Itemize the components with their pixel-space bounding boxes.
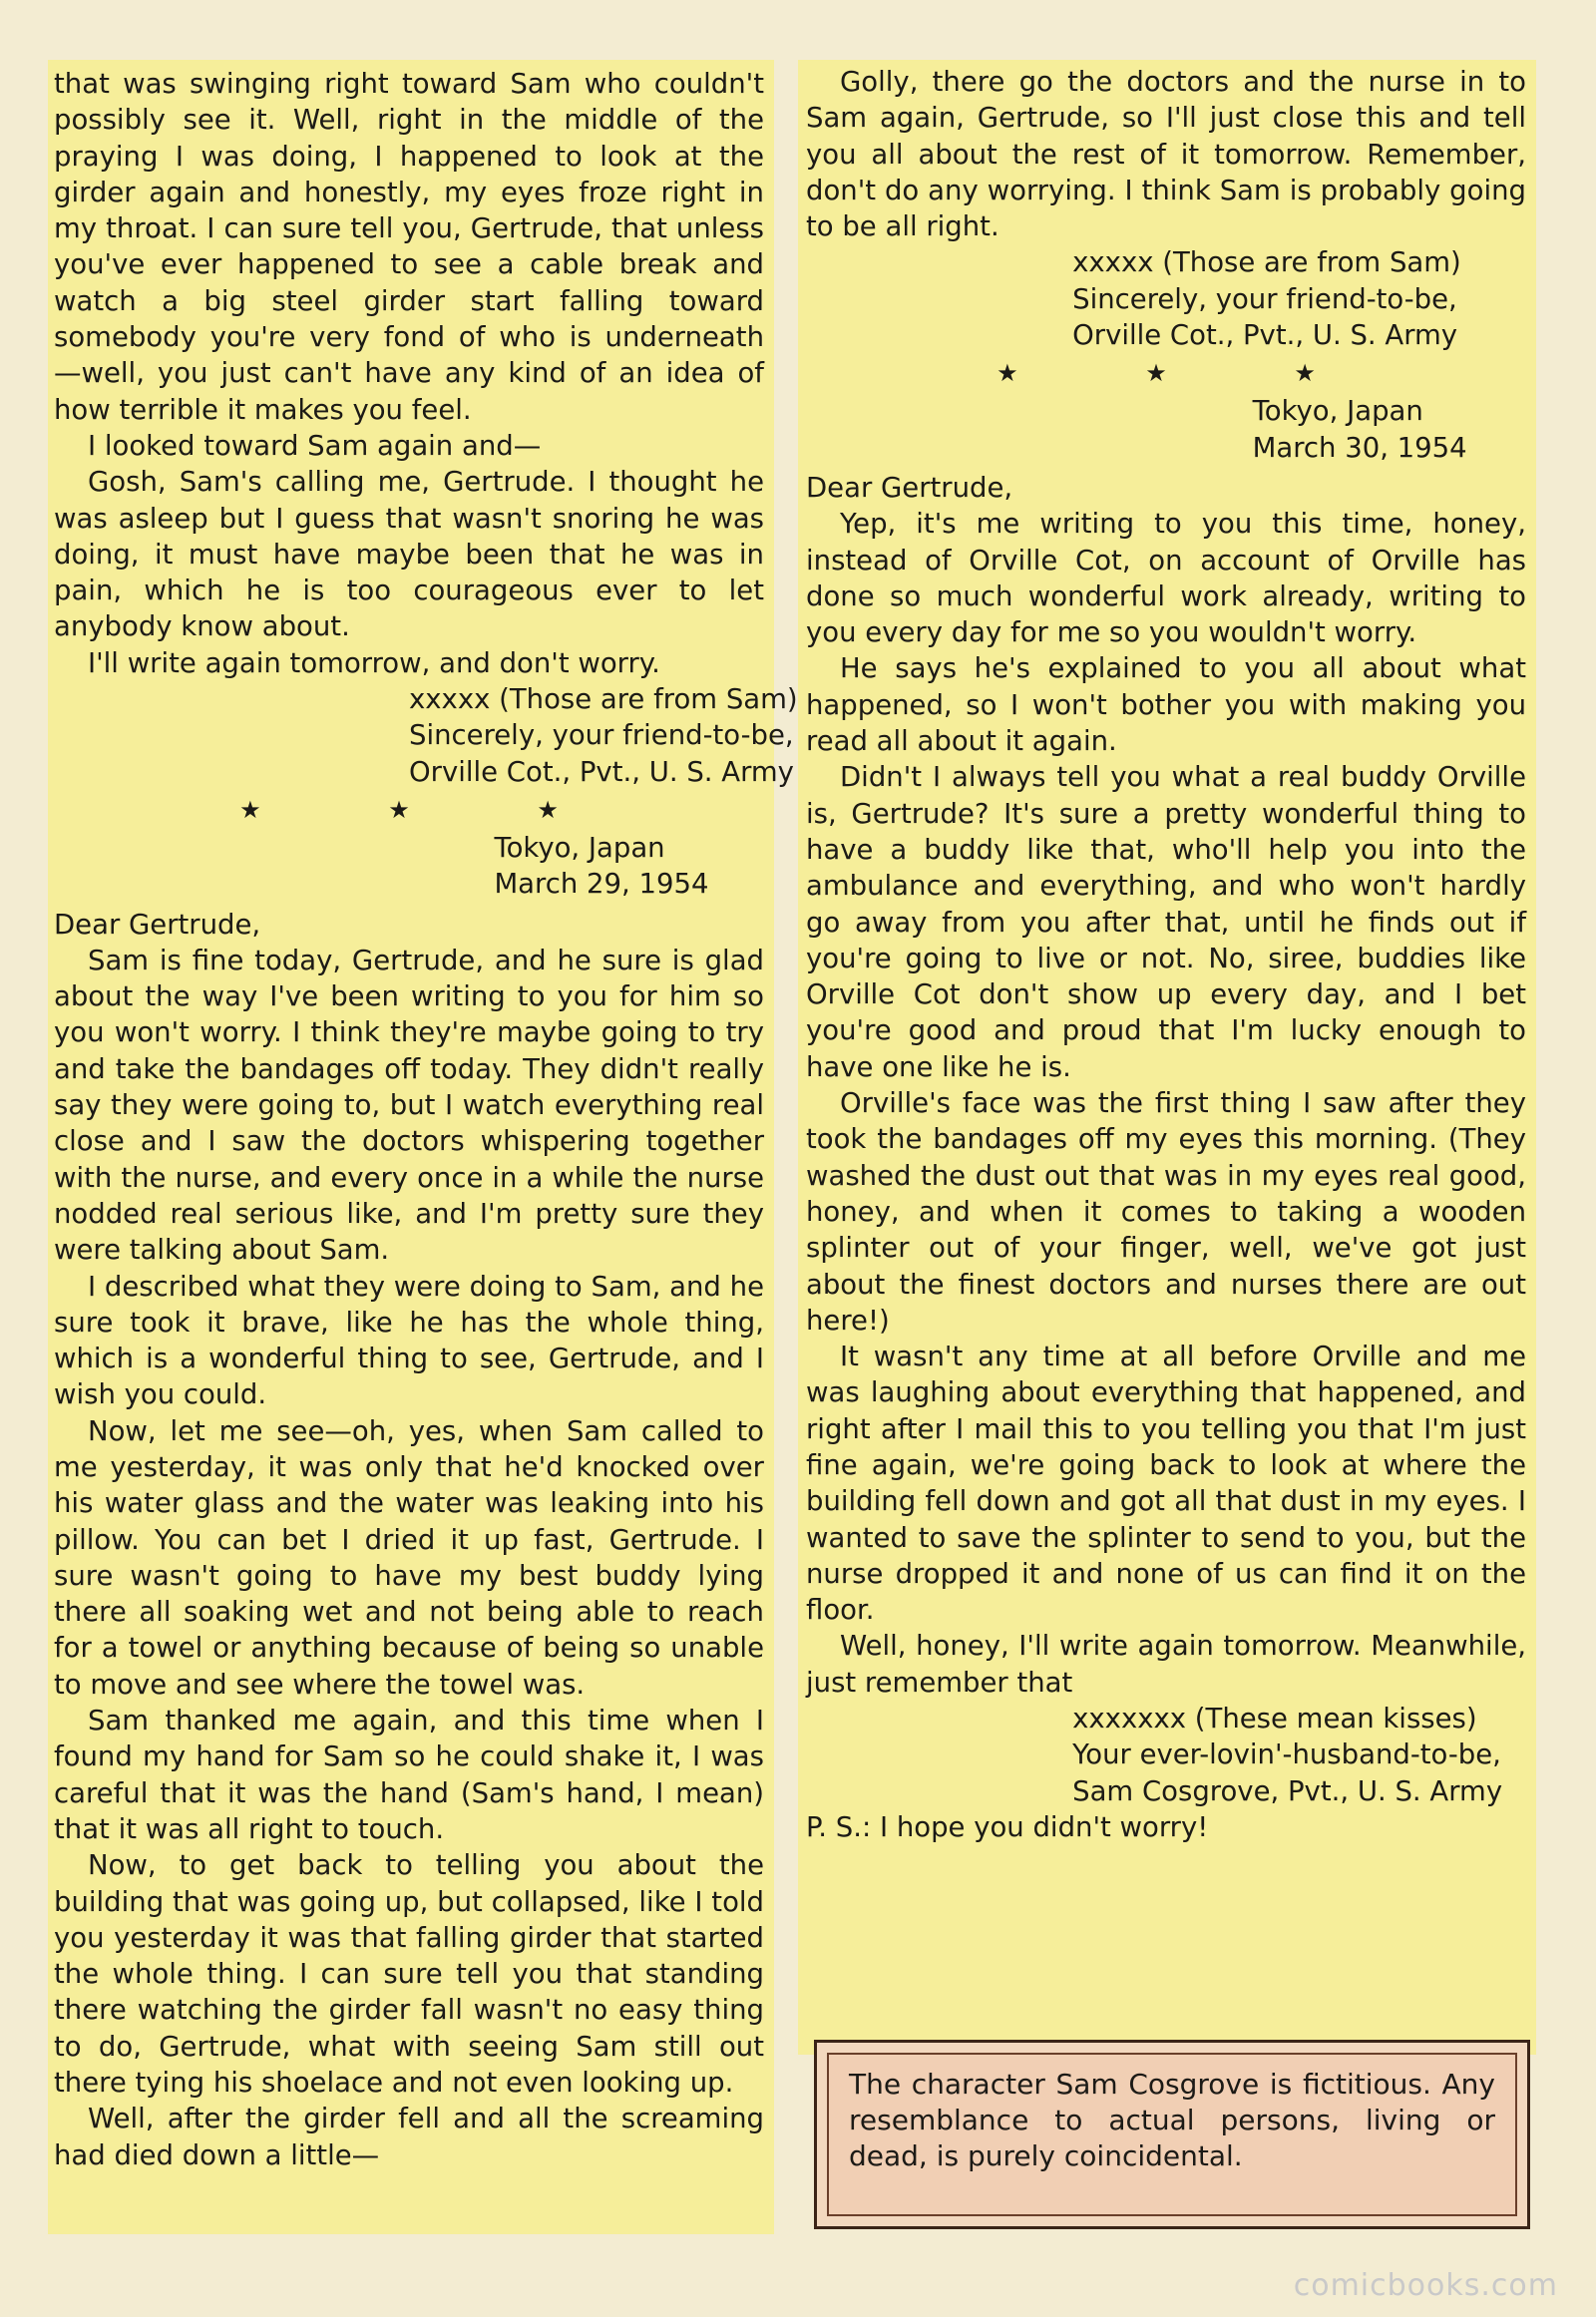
disclaimer-box: [814, 2040, 1530, 2229]
signature-line: Sam Cosgrove, Pvt., U. S. Army: [1072, 1774, 1503, 1807]
letter-paragraph: It wasn't any time at all before Orville and me was laughing about everything that happened, and right after I mail this to you telling you that I'm just fine again, we're going back to look at where the building fell down and got all that dust in my eyes. I wanted to save the splinter to send to you, but the nurse dropped it and none of us can find it on the floor.: [806, 1341, 1526, 1627]
letter-paragraph: Yep, it's me writing to you this time, honey, instead of Orville Cot, on account of Orville has done so much wonderful work already, writing to you every day for me so you wouldn't worry.: [806, 508, 1526, 649]
signature-block: [1072, 1701, 1526, 1809]
dateline-place: Tokyo, Japan: [494, 831, 665, 864]
letter-paragraph: that was swinging right toward Sam who couldn't possibly see it. Well, right in the middle of the praying I was doing, I happened to look at the girder again and honestly, my eyes froze right in my throat. I can sure tell you, Gertrude, that unless you've ever happened to see a cable break and watch a big steel girder start falling toward somebody you're very fond of who is underneath —well, you just can't have any kind of an idea of how terrible it makes you feel.: [54, 68, 764, 426]
dateline: [494, 830, 764, 903]
signature-line: xxxxx (Those are from Sam): [409, 683, 798, 716]
letter-paragraph: Well, after the girder fell and all the screaming had died down a little—: [54, 2103, 764, 2171]
right-text-column: [798, 60, 1536, 2055]
disclaimer-text: The character Sam Cosgrove is fictitious. Any resemblance to actual persons, living or dead, is purely coincidental.: [827, 2053, 1517, 2216]
letter-paragraph: I described what they were doing to Sam, and he sure took it brave, like he has the whole thing, which is a wonderful thing to see, Gertrude, and I wish you could.: [54, 1270, 764, 1411]
signature-line: Orville Cot., Pvt., U. S. Army: [409, 755, 794, 788]
letter-paragraph: Golly, there go the doctors and the nurse in to Sam again, Gertrude, so I'll just close this and tell you all about the rest of it tomorrow. Remember, don't do any worrying. I think Sam is probably going to be all right.: [806, 66, 1526, 243]
letter-paragraph: I looked toward Sam again and—: [88, 429, 542, 462]
letter-paragraph: Now, let me see—oh, yes, when Sam called to me yesterday, it was only that he'd knocked over his water glass and the water was leaking into his pillow. You can bet I dried it up fast, Gertrude. I sure wasn't going to have my best buddy lying there all soaking wet and not being able to reach for a towel or anything because of being so unable to move and see where the towel was.: [54, 1414, 764, 1701]
signature-block: [1072, 244, 1526, 353]
letter-paragraph: Didn't I always tell you what a real buddy Orville is, Gertrude? It's sure a pretty wonderful thing to have a buddy like that, who'll help you into the ambulance and everything, and who won't hardly go away from you after that, until he finds out if you're going to live or not. No, siree, buddies like Orville Cot don't show up every day, and I bet you're good and proud that I'm lucky enough to have one like he is.: [806, 761, 1526, 1083]
letter-paragraph: Well, honey, I'll write again tomorrow. Meanwhile, just remember that: [806, 1630, 1526, 1699]
letter-paragraph: Orville's face was the first thing I saw after they took the bandages off my eyes this morning. (They washed the dust out that was in my eyes real good, honey, and when it comes to taking a wooden splinter out of your finger, well, we've got just about the finest doctors and nurses there are out here!): [806, 1087, 1526, 1337]
dateline: [1253, 393, 1526, 466]
signature-line: xxxxxxx (These mean kisses): [1072, 1703, 1477, 1736]
letter-paragraph: Sam is fine today, Gertrude, and he sure is glad about the way I've been writing to you for him so you won't worry. I think they're maybe going to try and take the bandages off today. They didn't really say they were going to, but I watch everything real close and I saw the doctors whispering together with the nurse, and every once in a while the nurse nodded real serious like, and I'm pretty sure they were talking about Sam.: [54, 944, 764, 1267]
letter-paragraph: Gosh, Sam's calling me, Gertrude. I thought he was asleep but I guess that wasn't snoring he was doing, it must have maybe been that he was in pain, which he is too courageous ever to let anybody know about.: [54, 466, 764, 643]
watermark: comicbooks.com: [1293, 2268, 1558, 2303]
section-stars: ★ ★ ★: [997, 359, 1376, 388]
dateline-place: Tokyo, Japan: [1252, 395, 1423, 428]
signature-line: Your ever-lovin'-husband-to-be,: [1072, 1738, 1501, 1771]
signature-block: [409, 681, 798, 790]
salutation: Dear Gertrude,: [806, 471, 1013, 504]
letter-paragraph: He says he's explained to you all about what happened, so I won't bother you with making you read all about it again.: [806, 652, 1526, 758]
section-stars: ★ ★ ★: [239, 795, 618, 824]
letter-paragraph: Sam thanked me again, and this time when I found my hand for Sam so he could shake it, I was careful that it was the hand (Sam's hand, I mean) that it was all right to touch.: [54, 1705, 764, 1845]
dateline-date: March 29, 1954: [494, 868, 709, 901]
signature-line: Orville Cot., Pvt., U. S. Army: [1072, 319, 1458, 352]
letter-paragraph: Now, to get back to telling you about the building that was going up, but collapsed, like I told you yesterday it was that falling girder that started the whole thing. I can sure tell you that standing there watching the girder fall wasn't no easy thing to do, Gertrude, what with seeing Sam still out there tying his shoelace and not even looking up.: [54, 1849, 764, 2100]
letter-paragraph: I'll write again tomorrow, and don't worry.: [88, 646, 660, 679]
dateline-date: March 30, 1954: [1252, 431, 1467, 464]
postscript: P. S.: I hope you didn't worry!: [806, 1810, 1209, 1843]
signature-line: Sincerely, your friend-to-be,: [1072, 282, 1457, 315]
left-text-column: [48, 60, 798, 2234]
signature-line: xxxxx (Those are from Sam): [1072, 246, 1461, 279]
salutation: Dear Gertrude,: [54, 908, 261, 941]
signature-line: Sincerely, your friend-to-be,: [409, 719, 794, 752]
